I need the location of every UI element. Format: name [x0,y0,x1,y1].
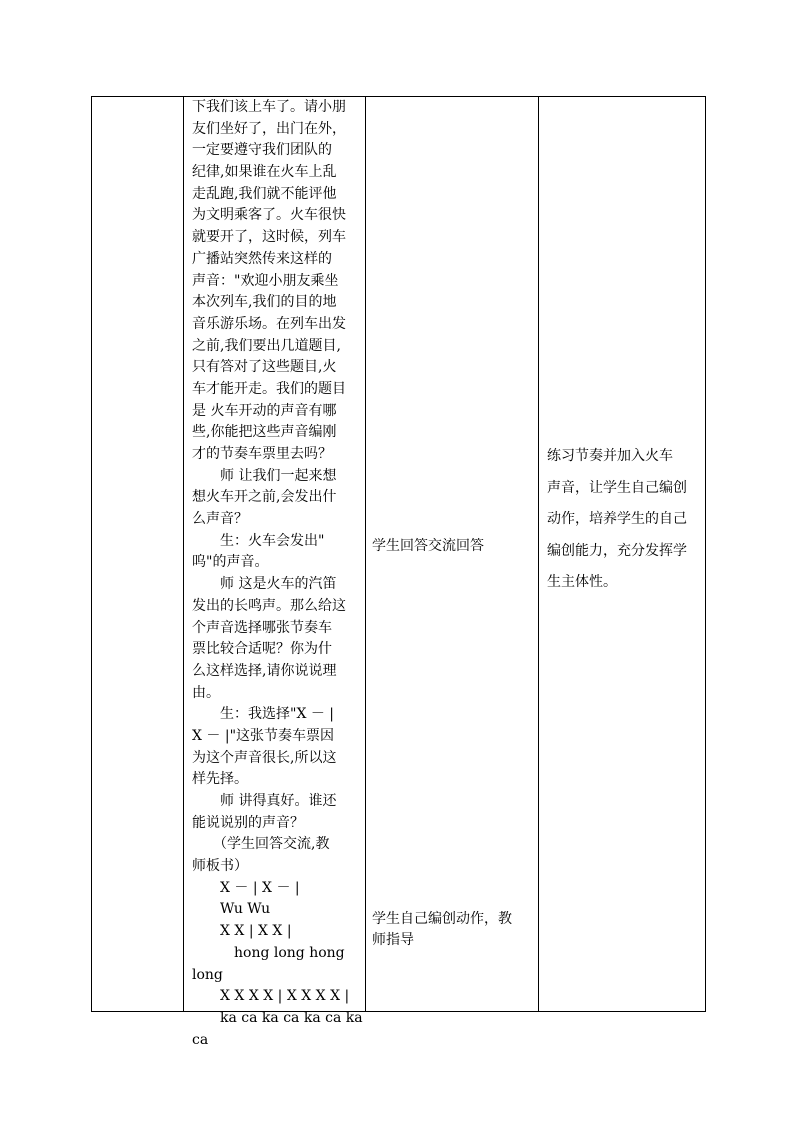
teaching-process-line: 生：我选择"X － | [192,706,335,723]
student-activity-line: 学生自己编创动作，教 [372,911,512,927]
teaching-process-line: 之前,我们要出几道题目, [192,337,341,354]
teaching-process-line: 样先择。 [192,771,248,788]
teaching-process-cell [184,97,365,1048]
student-activity-line: 师指导 [372,932,414,948]
teaching-process-line: X － |"这张节奏车票因 [192,727,335,744]
teaching-process-line: hong long hong [192,944,345,961]
teaching-process-line: 想火车开之前,会发出什 [192,489,337,506]
teaching-process-line: 才的节奏车票里去吗？ [192,446,332,462]
teaching-process-line: 发出的长鸣声。那么给这 [192,597,346,614]
teaching-process-line: 由。 [192,684,220,701]
teaching-process-line: 声音："欢迎小朋友乘坐 [192,272,339,289]
student-activity-text-2 [372,909,512,951]
teaching-process-line: ca [192,1031,209,1048]
teaching-process-line: 只有答对了这些题目,火 [192,359,337,376]
design-intent-cell [539,97,707,1011]
teaching-process-line: 能说说别的声音？ [192,814,304,831]
teaching-process-line: 就要开了，这时候，列车 [192,229,346,246]
teaching-process-line: X － | X － | [192,879,300,896]
teaching-process-line: 为这个声音很长,所以这 [192,749,337,766]
lesson-table [91,96,706,1048]
teaching-process-line: 师 让我们一起来想 [192,467,337,484]
teaching-process-line: 纪律,如果谁在火车上乱 [192,164,337,181]
teaching-process-line: 生：火车会发出" [192,532,325,549]
teaching-process-line: Wu Wu [192,901,271,918]
teaching-process-line: （学生回答交流,教 [192,836,330,853]
teaching-process-line: long [192,966,223,983]
teaching-process-line: 走乱跑,我们就不能评他 [192,185,337,202]
design-intent-line: 生主体性。 [547,574,617,590]
teaching-process-line: 票比较合适呢？你为什 [192,641,332,658]
design-intent-line: 练习节奏并加入火车 [547,448,673,464]
teaching-process-line: X X | X X | [192,923,292,940]
design-intent-line: 声音，让学生自己编创 [547,479,687,496]
design-intent-line: 编创能力，充分发挥学 [547,542,687,559]
teaching-process-line: 下我们该上车了。请小朋 [192,99,346,115]
teaching-process-line: 些,你能把这些声音编刚 [192,424,337,441]
teaching-process-line: 师 这是火车的汽笛 [192,576,337,593]
empty-cell [92,97,183,1011]
teaching-process-line: X X X X | X X X X | [192,988,350,1005]
teaching-process-line: 为文明乘客了。火车很快 [192,207,346,224]
teaching-process-line: 么声音？ [192,511,248,528]
teaching-process-line: 是 火车开动的声音有哪 [192,402,337,419]
teaching-process-line: 个声音选择哪张节奏车 [192,619,332,636]
teaching-process-line: 师 讲得真好。谁还 [192,793,337,809]
teaching-process-line: 音乐游乐场。在列车出发 [192,315,346,332]
teaching-process-line: 本次列车,我们的目的地 [192,294,337,311]
student-activity-cell [366,97,538,1011]
student-activity-text-1: 学生回答交流回答 [372,538,484,554]
teaching-process-line: 广播站突然传来这样的 [192,250,332,267]
teaching-process-line: 么这样选择,请你说说理 [192,662,337,679]
teaching-process-line: 师板书） [192,858,248,875]
teaching-process-line: 一定要遵守我们团队的 [192,142,332,159]
teaching-process-line: ka ca ka ca ka ca ka [192,1009,363,1026]
design-intent-line: 动作，培养学生的自己 [547,511,687,527]
teaching-process-line: 呜"的声音。 [192,554,269,571]
teaching-process-line: 友们坐好了，出门在外， [192,120,346,137]
teaching-process-line: 车才能开走。我们的题目 [192,380,346,397]
